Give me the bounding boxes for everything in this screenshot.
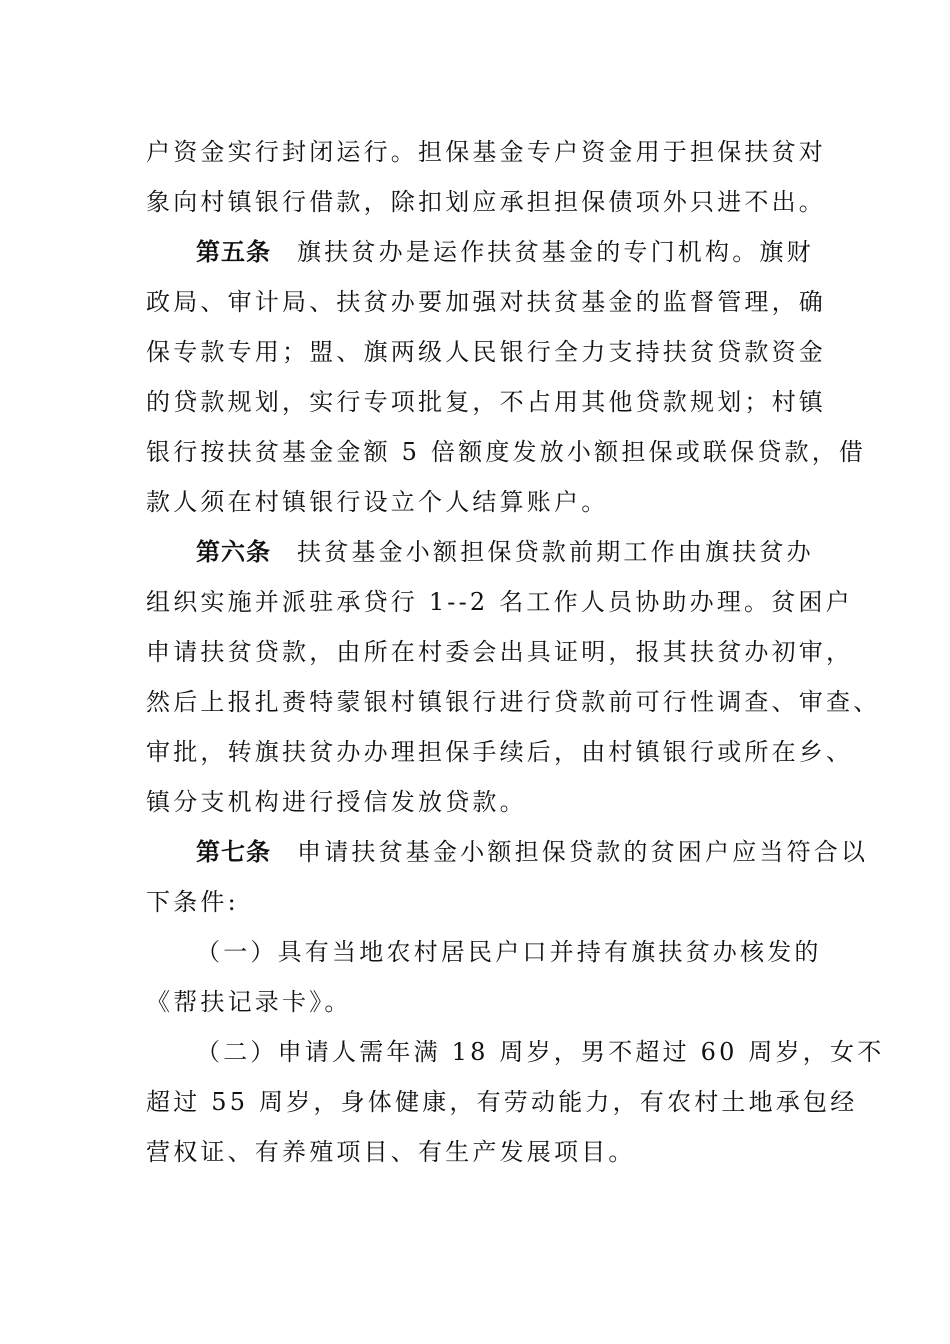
text-line: 镇分支机构进行授信发放贷款。: [146, 788, 527, 816]
item-1-line: （一）具有当地农村居民户口并持有旗扶贫办核发的: [196, 938, 822, 966]
article-5-first-line: [196, 236, 814, 268]
text-line: 营权证、有养殖项目、有生产发展项目。: [146, 1138, 636, 1166]
article-5-text: 旗扶贫办是运作扶贫基金的专门机构。旗财: [297, 238, 814, 266]
item-2-line: （二）申请人需年满 18 周岁，男不超过 60 周岁，女不: [196, 1038, 885, 1066]
text-line: 政局、审计局、扶贫办要加强对扶贫基金的监督管理，确: [146, 288, 826, 316]
text-line: 的贷款规划，实行专项批复，不占用其他贷款规划；村镇: [146, 388, 826, 416]
article-6-number: 第六条: [196, 538, 271, 566]
article-7-first-line: [196, 836, 868, 868]
article-6-first-line: [196, 536, 814, 568]
text-line: 象向村镇银行借款，除扣划应承担担保债项外只进不出。: [146, 188, 826, 216]
text-line: 申请扶贫贷款，由所在村委会出具证明，报其扶贫办初审，: [146, 638, 854, 666]
text-line: 组织实施并派驻承贷行 1--2 名工作人员协助办理。贫困户: [146, 588, 853, 616]
text-line: 款人须在村镇银行设立个人结算账户。: [146, 488, 609, 516]
article-7-number: 第七条: [196, 838, 271, 866]
article-7-text: 申请扶贫基金小额担保贷款的贫困户应当符合以: [297, 838, 869, 866]
article-6-text: 扶贫基金小额担保贷款前期工作由旗扶贫办: [297, 538, 814, 566]
text-line: 下条件:: [146, 888, 239, 916]
text-line: 《帮扶记录卡》。: [146, 988, 352, 1016]
text-line: 保专款专用；盟、旗两级人民银行全力支持扶贫贷款资金: [146, 338, 826, 366]
article-5-number: 第五条: [196, 238, 271, 266]
text-line: 银行按扶贫基金金额 5 倍额度发放小额担保或联保贷款，借: [146, 438, 867, 466]
text-line: 户资金实行封闭运行。担保基金专户资金用于担保扶贫对: [146, 138, 826, 166]
text-line: 审批，转旗扶贫办办理担保手续后，由村镇银行或所在乡、: [146, 738, 854, 766]
text-line: 超过 55 周岁，身体健康，有劳动能力，有农村土地承包经: [146, 1088, 858, 1116]
text-line: 然后上报扎赉特蒙银村镇银行进行贷款前可行性调查、审查、: [146, 688, 881, 716]
